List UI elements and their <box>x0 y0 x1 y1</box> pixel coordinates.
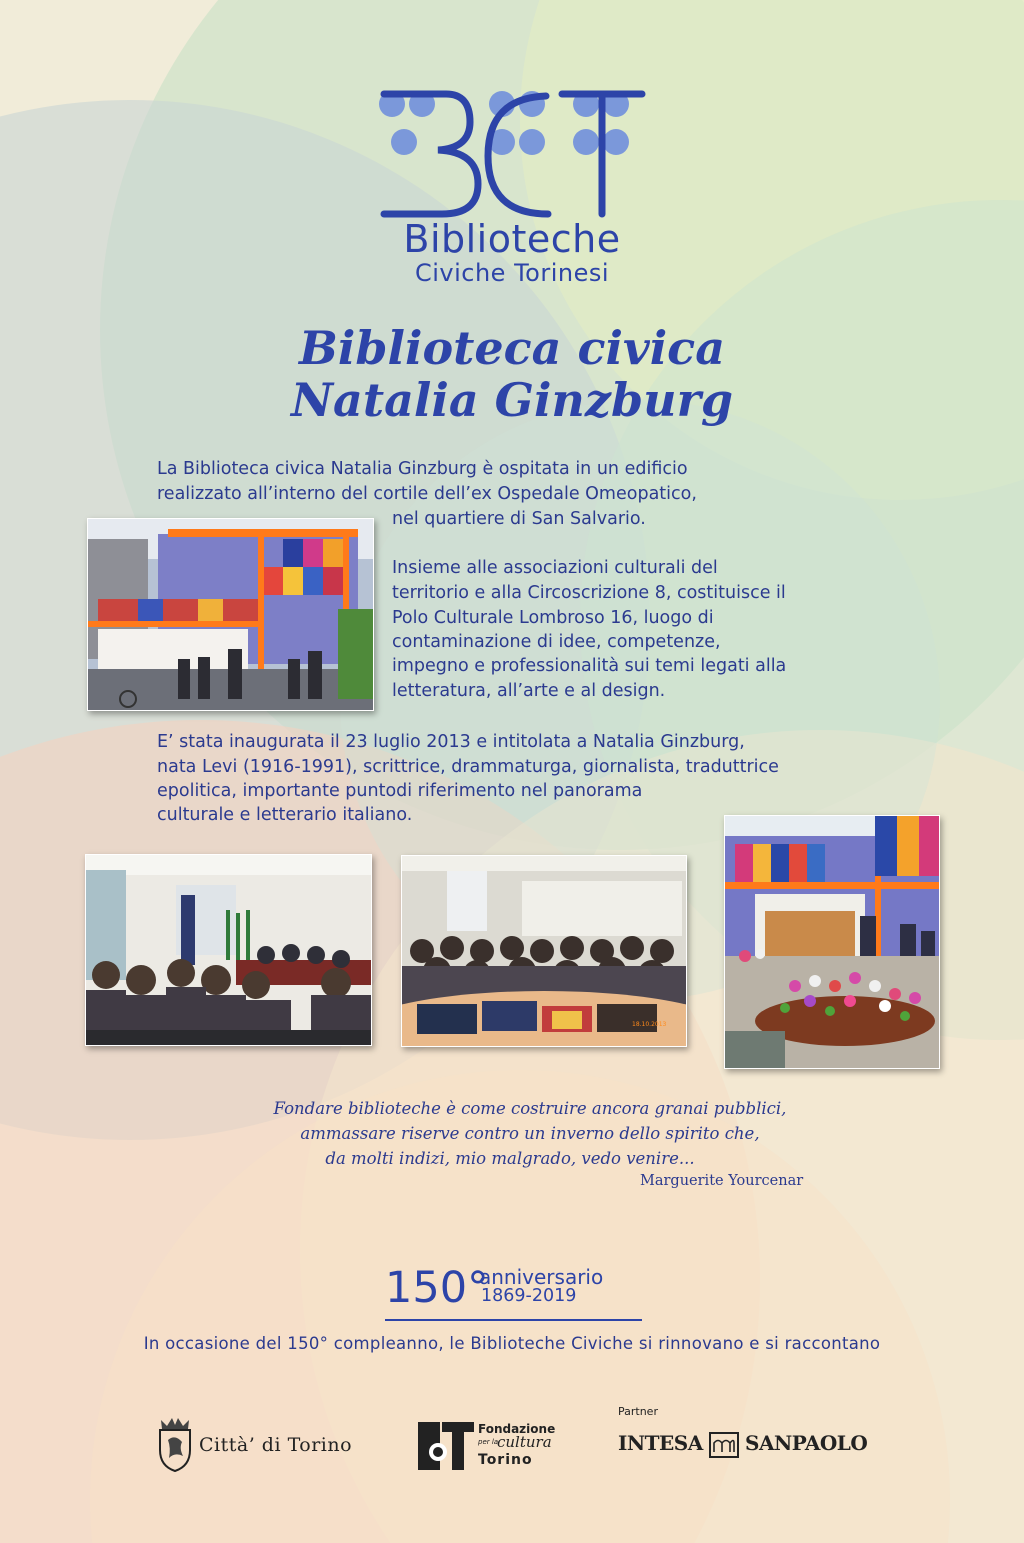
logo-name: Biblioteche <box>403 217 621 261</box>
polo-line-5: impegno e professionalità sui temi legati alla <box>392 656 787 676</box>
title-line-2: Natalia Ginzburg <box>290 373 733 427</box>
footer-sanpaolo: SANPAOLO <box>745 1431 868 1455</box>
quote-author: Marguerite Yourcenar <box>640 1173 804 1189</box>
photo-date-stamp: 18.10.2013 <box>632 1021 667 1028</box>
quote-line-2: ammassare riserve contro un inverno dello spirito che, <box>300 1124 760 1143</box>
photo-conference <box>85 854 372 1046</box>
city-crest-icon <box>155 1416 195 1472</box>
history-line-4: culturale e letterario italiano. <box>157 805 413 825</box>
anniversary-divider <box>385 1319 642 1321</box>
intro-line-2: realizzato all’interno del cortile dell’ex Ospedale Omeopatico, <box>157 484 697 504</box>
anniversary-tagline: In occasione del 150° compleanno, le Biblioteche Civiche si rinnovano e si raccontano <box>143 1334 881 1353</box>
footer-fondazione-per-la: per la <box>478 1438 499 1446</box>
fondazione-logo-icon <box>418 1422 474 1470</box>
intesa-bridge-icon <box>709 1432 739 1458</box>
polo-line-4: contaminazione di idee, competenze, <box>392 632 721 652</box>
polo-line-3: Polo Culturale Lombroso 16, luogo di <box>392 608 714 628</box>
intro-line-1: La Biblioteca civica Natalia Ginzburg è ospitata in un edificio <box>157 459 688 479</box>
polo-line-6: letteratura, all’arte e al design. <box>392 681 666 701</box>
footer-citta-di-torino: Città’ di Torino <box>199 1434 353 1456</box>
title-line-1: Biblioteca civica <box>299 321 725 375</box>
photo-courtyard <box>724 815 940 1069</box>
quote-line-1: Fondare biblioteche è come costruire ancora granai pubblici, <box>273 1099 787 1118</box>
photo-audience <box>401 855 687 1047</box>
footer-fondazione-line-2: cultura <box>497 1433 552 1451</box>
intro-line-3: nel quartiere di San Salvario. <box>392 509 646 529</box>
anniversary-word: anniversario <box>479 1265 604 1289</box>
footer-fondazione-line-1: Fondazione <box>478 1422 556 1436</box>
anniversary-number: 150° <box>385 1263 489 1313</box>
bct-logo-mark <box>376 88 648 220</box>
quote-line-3: da molti indizi, mio malgrado, vedo venire... <box>325 1149 695 1168</box>
polo-line-1: Insieme alle associazioni culturali del <box>392 558 718 578</box>
history-line-2: nata Levi (1916-1991), scrittrice, drammaturga, giornalista, traduttrice <box>157 757 779 777</box>
footer-partner-label: Partner <box>618 1405 658 1418</box>
page-title <box>180 322 844 426</box>
photo-building <box>87 518 374 711</box>
anniversary-years: 1869-2019 <box>481 1286 577 1306</box>
history-line-1: E’ stata inaugurata il 23 luglio 2013 e intitolata a Natalia Ginzburg, <box>157 732 745 752</box>
footer-intesa: INTESA <box>618 1431 703 1455</box>
footer-fondazione-line-3: Torino <box>478 1452 533 1468</box>
polo-line-2: territorio e alla Circoscrizione 8, costituisce il <box>392 583 786 603</box>
history-line-3: epolitica, importante puntodi riferimento nel panorama <box>157 781 643 801</box>
logo-subtitle: Civiche Torinesi <box>414 259 610 287</box>
